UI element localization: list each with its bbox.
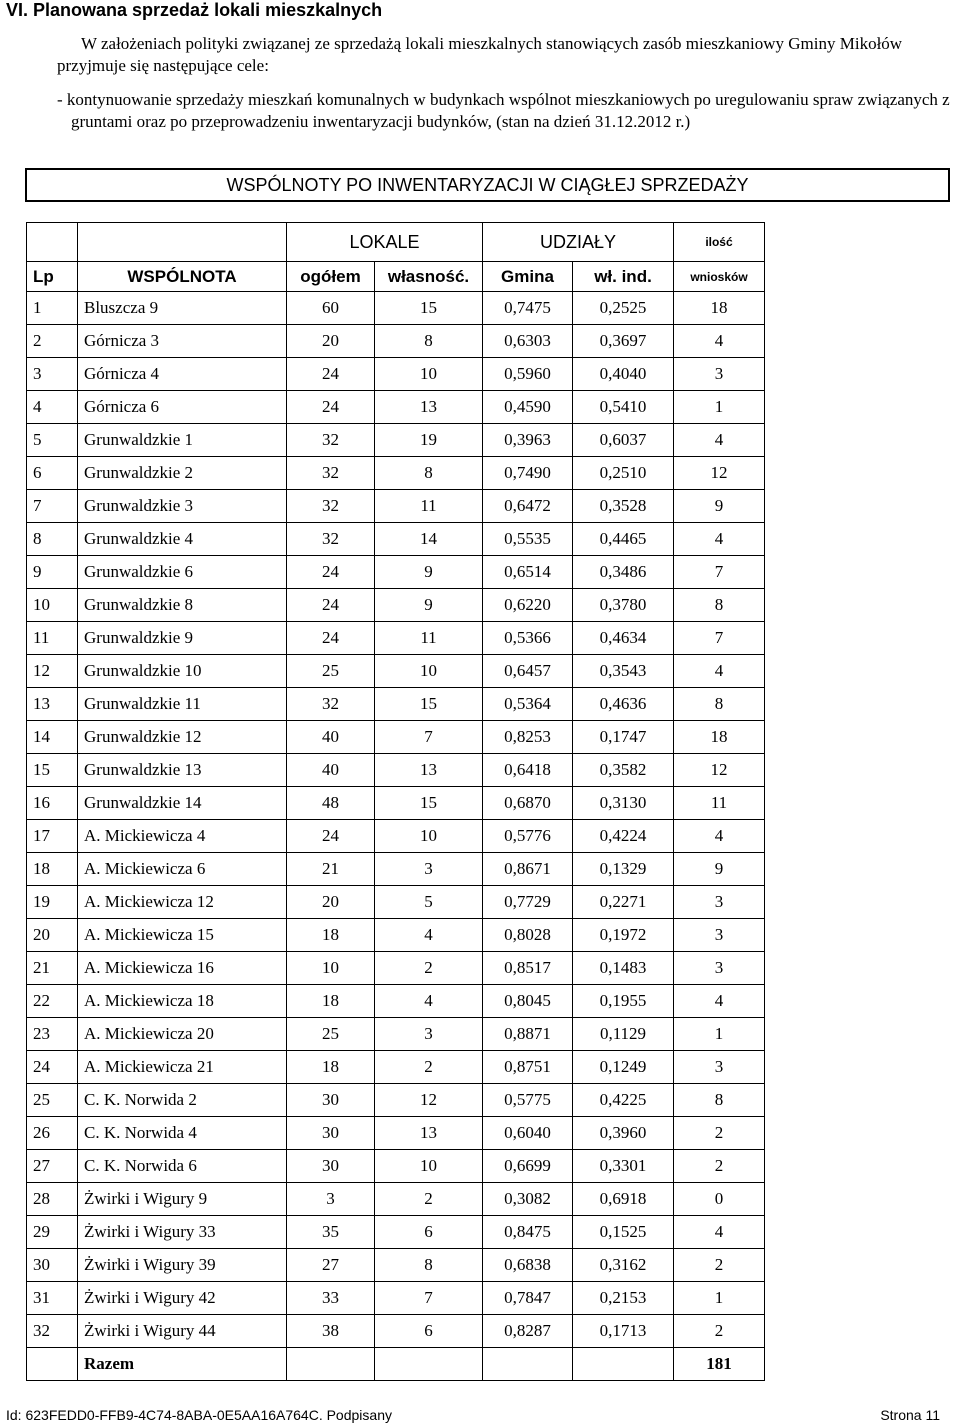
row-wnioskow: 1 bbox=[674, 1282, 765, 1315]
row-name: A. Mickiewicza 16 bbox=[78, 952, 287, 985]
row-ogolem: 30 bbox=[287, 1117, 375, 1150]
row-name: A. Mickiewicza 12 bbox=[78, 886, 287, 919]
row-wl-ind: 0,1249 bbox=[573, 1051, 674, 1084]
row-lp: 12 bbox=[27, 655, 78, 688]
row-wl-ind: 0,3582 bbox=[573, 754, 674, 787]
row-wnioskow: 2 bbox=[674, 1150, 765, 1183]
row-ogolem: 35 bbox=[287, 1216, 375, 1249]
row-wlasnosc: 2 bbox=[375, 1051, 483, 1084]
row-wnioskow: 8 bbox=[674, 688, 765, 721]
row-wnioskow: 4 bbox=[674, 985, 765, 1018]
table-row bbox=[27, 1249, 765, 1282]
row-lp: 18 bbox=[27, 853, 78, 886]
table-row bbox=[27, 292, 765, 325]
row-wl-ind: 0,3301 bbox=[573, 1150, 674, 1183]
row-wnioskow: 8 bbox=[674, 589, 765, 622]
row-wnioskow: 3 bbox=[674, 358, 765, 391]
row-lp: 10 bbox=[27, 589, 78, 622]
row-name: C. K. Norwida 2 bbox=[78, 1084, 287, 1117]
table-row bbox=[27, 457, 765, 490]
row-wl-ind: 0,6918 bbox=[573, 1183, 674, 1216]
header-wlasnosc: własność. bbox=[375, 262, 483, 292]
row-lp: 13 bbox=[27, 688, 78, 721]
row-wnioskow: 9 bbox=[674, 490, 765, 523]
row-name: A. Mickiewicza 21 bbox=[78, 1051, 287, 1084]
row-lp: 4 bbox=[27, 391, 78, 424]
row-ogolem: 40 bbox=[287, 754, 375, 787]
row-wnioskow: 2 bbox=[674, 1315, 765, 1348]
table-row bbox=[27, 622, 765, 655]
row-name: C. K. Norwida 6 bbox=[78, 1150, 287, 1183]
row-wl-ind: 0,2153 bbox=[573, 1282, 674, 1315]
row-name: A. Mickiewicza 6 bbox=[78, 853, 287, 886]
row-ogolem: 32 bbox=[287, 424, 375, 457]
row-lp: 23 bbox=[27, 1018, 78, 1051]
row-wlasnosc: 15 bbox=[375, 292, 483, 325]
row-wl-ind: 0,3543 bbox=[573, 655, 674, 688]
row-wnioskow: 7 bbox=[674, 622, 765, 655]
row-name: Bluszcza 9 bbox=[78, 292, 287, 325]
row-wnioskow: 4 bbox=[674, 325, 765, 358]
row-gmina: 0,7490 bbox=[483, 457, 573, 490]
row-name: Górnicza 4 bbox=[78, 358, 287, 391]
row-lp: 11 bbox=[27, 622, 78, 655]
row-wlasnosc: 2 bbox=[375, 1183, 483, 1216]
intro-bullet: - kontynuowanie sprzedaży mieszkań komunalnych w budynkach wspólnot mieszkaniowych po uregulowaniu spraw związanych z gruntami oraz po przeprowadzeniu inwentaryzacji budynków, (stan na dzień 31.12.2012 r.) bbox=[57, 90, 950, 131]
row-gmina: 0,5366 bbox=[483, 622, 573, 655]
section-heading: VI. Planowana sprzedaż lokali mieszkalnych bbox=[6, 0, 383, 20]
row-ogolem: 20 bbox=[287, 325, 375, 358]
row-ogolem: 32 bbox=[287, 688, 375, 721]
row-wlasnosc: 10 bbox=[375, 655, 483, 688]
header-wl-ind: wł. ind. bbox=[573, 262, 674, 292]
row-wlasnosc: 6 bbox=[375, 1216, 483, 1249]
row-lp: 14 bbox=[27, 721, 78, 754]
row-name: A. Mickiewicza 4 bbox=[78, 820, 287, 853]
row-ogolem: 21 bbox=[287, 853, 375, 886]
row-wl-ind: 0,1955 bbox=[573, 985, 674, 1018]
row-name: A. Mickiewicza 18 bbox=[78, 985, 287, 1018]
row-wlasnosc: 3 bbox=[375, 1018, 483, 1051]
row-ogolem: 24 bbox=[287, 622, 375, 655]
row-ogolem: 10 bbox=[287, 952, 375, 985]
row-wnioskow: 4 bbox=[674, 1216, 765, 1249]
header-wnioskow: wniosków bbox=[674, 262, 765, 292]
row-lp: 9 bbox=[27, 556, 78, 589]
row-ogolem: 33 bbox=[287, 1282, 375, 1315]
row-lp: 29 bbox=[27, 1216, 78, 1249]
row-wlasnosc: 11 bbox=[375, 490, 483, 523]
row-wlasnosc: 2 bbox=[375, 952, 483, 985]
row-lp: 20 bbox=[27, 919, 78, 952]
table-row bbox=[27, 1282, 765, 1315]
table-row bbox=[27, 325, 765, 358]
table-row bbox=[27, 1150, 765, 1183]
row-wnioskow: 11 bbox=[674, 787, 765, 820]
row-name: Grunwaldzkie 11 bbox=[78, 688, 287, 721]
table-row bbox=[27, 787, 765, 820]
row-gmina: 0,6514 bbox=[483, 556, 573, 589]
row-lp: 3 bbox=[27, 358, 78, 391]
row-wl-ind: 0,3780 bbox=[573, 589, 674, 622]
row-wlasnosc: 13 bbox=[375, 391, 483, 424]
row-wl-ind: 0,1329 bbox=[573, 853, 674, 886]
row-lp: 6 bbox=[27, 457, 78, 490]
total-label: Razem bbox=[78, 1348, 287, 1381]
row-gmina: 0,6457 bbox=[483, 655, 573, 688]
row-gmina: 0,8045 bbox=[483, 985, 573, 1018]
table-row bbox=[27, 754, 765, 787]
row-gmina: 0,8871 bbox=[483, 1018, 573, 1051]
table-group-header-row bbox=[27, 223, 765, 262]
row-wl-ind: 0,2271 bbox=[573, 886, 674, 919]
row-ogolem: 27 bbox=[287, 1249, 375, 1282]
row-name: Grunwaldzkie 12 bbox=[78, 721, 287, 754]
header-lp: Lp bbox=[27, 262, 78, 292]
row-wnioskow: 4 bbox=[674, 655, 765, 688]
table-row bbox=[27, 523, 765, 556]
row-wnioskow: 4 bbox=[674, 820, 765, 853]
row-wl-ind: 0,4636 bbox=[573, 688, 674, 721]
row-name: Górnicza 6 bbox=[78, 391, 287, 424]
row-wlasnosc: 8 bbox=[375, 1249, 483, 1282]
header-ogolem: ogółem bbox=[287, 262, 375, 292]
row-name: Grunwaldzkie 4 bbox=[78, 523, 287, 556]
table-total-row bbox=[27, 1348, 765, 1381]
row-wlasnosc: 11 bbox=[375, 622, 483, 655]
row-gmina: 0,5535 bbox=[483, 523, 573, 556]
row-gmina: 0,6838 bbox=[483, 1249, 573, 1282]
row-name: Grunwaldzkie 14 bbox=[78, 787, 287, 820]
row-gmina: 0,5960 bbox=[483, 358, 573, 391]
row-wnioskow: 12 bbox=[674, 457, 765, 490]
table-row bbox=[27, 358, 765, 391]
table-row bbox=[27, 952, 765, 985]
row-wlasnosc: 13 bbox=[375, 754, 483, 787]
row-wlasnosc: 14 bbox=[375, 523, 483, 556]
row-wnioskow: 0 bbox=[674, 1183, 765, 1216]
row-ogolem: 24 bbox=[287, 358, 375, 391]
document-id: Id: 623FEDD0-FFB9-4C74-8ABA-0E5AA16A764C. Podpisany bbox=[6, 1407, 392, 1423]
row-gmina: 0,8287 bbox=[483, 1315, 573, 1348]
row-lp: 28 bbox=[27, 1183, 78, 1216]
row-gmina: 0,5364 bbox=[483, 688, 573, 721]
row-ogolem: 30 bbox=[287, 1084, 375, 1117]
row-name: Grunwaldzkie 3 bbox=[78, 490, 287, 523]
row-gmina: 0,8253 bbox=[483, 721, 573, 754]
row-lp: 15 bbox=[27, 754, 78, 787]
row-wlasnosc: 15 bbox=[375, 688, 483, 721]
row-name: Żwirki i Wigury 42 bbox=[78, 1282, 287, 1315]
row-lp: 31 bbox=[27, 1282, 78, 1315]
row-name: Żwirki i Wigury 33 bbox=[78, 1216, 287, 1249]
row-ogolem: 24 bbox=[287, 820, 375, 853]
row-wl-ind: 0,3697 bbox=[573, 325, 674, 358]
row-ogolem: 20 bbox=[287, 886, 375, 919]
row-wlasnosc: 8 bbox=[375, 325, 483, 358]
row-gmina: 0,8028 bbox=[483, 919, 573, 952]
row-wnioskow: 3 bbox=[674, 1051, 765, 1084]
row-wl-ind: 0,1747 bbox=[573, 721, 674, 754]
row-wnioskow: 2 bbox=[674, 1249, 765, 1282]
row-lp: 16 bbox=[27, 787, 78, 820]
row-gmina: 0,6220 bbox=[483, 589, 573, 622]
row-lp: 7 bbox=[27, 490, 78, 523]
row-lp: 19 bbox=[27, 886, 78, 919]
row-ogolem: 18 bbox=[287, 1051, 375, 1084]
table-row bbox=[27, 886, 765, 919]
header-gmina: Gmina bbox=[483, 262, 573, 292]
row-gmina: 0,7847 bbox=[483, 1282, 573, 1315]
row-lp: 32 bbox=[27, 1315, 78, 1348]
row-lp: 17 bbox=[27, 820, 78, 853]
table-row bbox=[27, 721, 765, 754]
table-row bbox=[27, 820, 765, 853]
table-row bbox=[27, 655, 765, 688]
row-name: Górnicza 3 bbox=[78, 325, 287, 358]
row-wlasnosc: 10 bbox=[375, 358, 483, 391]
row-wnioskow: 2 bbox=[674, 1117, 765, 1150]
row-wl-ind: 0,1129 bbox=[573, 1018, 674, 1051]
row-gmina: 0,8751 bbox=[483, 1051, 573, 1084]
row-ogolem: 25 bbox=[287, 1018, 375, 1051]
row-gmina: 0,8671 bbox=[483, 853, 573, 886]
row-ogolem: 60 bbox=[287, 292, 375, 325]
row-wlasnosc: 4 bbox=[375, 919, 483, 952]
header-wspolnota: WSPÓLNOTA bbox=[78, 262, 287, 292]
table-row bbox=[27, 556, 765, 589]
row-wl-ind: 0,3162 bbox=[573, 1249, 674, 1282]
row-wl-ind: 0,4225 bbox=[573, 1084, 674, 1117]
row-ogolem: 38 bbox=[287, 1315, 375, 1348]
row-name: Żwirki i Wigury 9 bbox=[78, 1183, 287, 1216]
row-wnioskow: 9 bbox=[674, 853, 765, 886]
row-name: Grunwaldzkie 13 bbox=[78, 754, 287, 787]
table-banner bbox=[25, 168, 950, 202]
row-wl-ind: 0,1483 bbox=[573, 952, 674, 985]
row-wl-ind: 0,3528 bbox=[573, 490, 674, 523]
table-row bbox=[27, 853, 765, 886]
row-wnioskow: 18 bbox=[674, 292, 765, 325]
row-lp: 2 bbox=[27, 325, 78, 358]
row-wnioskow: 7 bbox=[674, 556, 765, 589]
row-ogolem: 30 bbox=[287, 1150, 375, 1183]
row-wnioskow: 1 bbox=[674, 1018, 765, 1051]
table-row bbox=[27, 1216, 765, 1249]
row-ogolem: 24 bbox=[287, 391, 375, 424]
row-gmina: 0,6870 bbox=[483, 787, 573, 820]
row-name: Grunwaldzkie 9 bbox=[78, 622, 287, 655]
row-name: A. Mickiewicza 15 bbox=[78, 919, 287, 952]
row-wlasnosc: 5 bbox=[375, 886, 483, 919]
row-wlasnosc: 15 bbox=[375, 787, 483, 820]
row-gmina: 0,6699 bbox=[483, 1150, 573, 1183]
row-wl-ind: 0,2525 bbox=[573, 292, 674, 325]
intro-paragraph: W założeniach polityki związanej ze sprzedażą lokali mieszkalnych stanowiących zasób mieszkaniowy Gminy Mikołów przyjmuje się następujące cele: bbox=[57, 34, 903, 75]
table-row bbox=[27, 1117, 765, 1150]
table-row bbox=[27, 391, 765, 424]
table-row bbox=[27, 985, 765, 1018]
row-name: Grunwaldzkie 8 bbox=[78, 589, 287, 622]
row-ogolem: 32 bbox=[287, 457, 375, 490]
table-row bbox=[27, 1084, 765, 1117]
table-row bbox=[27, 688, 765, 721]
row-wl-ind: 0,2510 bbox=[573, 457, 674, 490]
header-lokale: LOKALE bbox=[287, 223, 483, 262]
table-row bbox=[27, 490, 765, 523]
row-name: Grunwaldzkie 6 bbox=[78, 556, 287, 589]
row-ogolem: 3 bbox=[287, 1183, 375, 1216]
row-ogolem: 32 bbox=[287, 490, 375, 523]
row-lp: 22 bbox=[27, 985, 78, 1018]
table-row bbox=[27, 1051, 765, 1084]
header-ilosc: ilość bbox=[674, 223, 765, 262]
table-row bbox=[27, 1183, 765, 1216]
row-gmina: 0,6040 bbox=[483, 1117, 573, 1150]
row-wl-ind: 0,6037 bbox=[573, 424, 674, 457]
table-row bbox=[27, 589, 765, 622]
row-wlasnosc: 12 bbox=[375, 1084, 483, 1117]
row-wl-ind: 0,4224 bbox=[573, 820, 674, 853]
row-wlasnosc: 7 bbox=[375, 721, 483, 754]
row-wlasnosc: 7 bbox=[375, 1282, 483, 1315]
row-name: C. K. Norwida 4 bbox=[78, 1117, 287, 1150]
row-gmina: 0,6472 bbox=[483, 490, 573, 523]
row-lp: 5 bbox=[27, 424, 78, 457]
row-wlasnosc: 8 bbox=[375, 457, 483, 490]
row-gmina: 0,5775 bbox=[483, 1084, 573, 1117]
row-wl-ind: 0,4040 bbox=[573, 358, 674, 391]
row-ogolem: 32 bbox=[287, 523, 375, 556]
row-lp: 25 bbox=[27, 1084, 78, 1117]
table-row bbox=[27, 424, 765, 457]
row-wnioskow: 4 bbox=[674, 424, 765, 457]
row-lp: 26 bbox=[27, 1117, 78, 1150]
row-gmina: 0,6303 bbox=[483, 325, 573, 358]
row-lp: 27 bbox=[27, 1150, 78, 1183]
row-name: A. Mickiewicza 20 bbox=[78, 1018, 287, 1051]
row-wl-ind: 0,3960 bbox=[573, 1117, 674, 1150]
row-wnioskow: 4 bbox=[674, 523, 765, 556]
communities-table bbox=[26, 222, 765, 1381]
row-gmina: 0,6418 bbox=[483, 754, 573, 787]
row-wlasnosc: 6 bbox=[375, 1315, 483, 1348]
row-lp: 1 bbox=[27, 292, 78, 325]
row-name: Grunwaldzkie 10 bbox=[78, 655, 287, 688]
row-wl-ind: 0,4465 bbox=[573, 523, 674, 556]
header-udzialy: UDZIAŁY bbox=[483, 223, 674, 262]
row-gmina: 0,8475 bbox=[483, 1216, 573, 1249]
intro-text bbox=[57, 33, 957, 133]
table-row bbox=[27, 919, 765, 952]
row-ogolem: 18 bbox=[287, 985, 375, 1018]
row-lp: 30 bbox=[27, 1249, 78, 1282]
row-wl-ind: 0,1713 bbox=[573, 1315, 674, 1348]
table-row bbox=[27, 1315, 765, 1348]
row-wlasnosc: 4 bbox=[375, 985, 483, 1018]
row-wlasnosc: 10 bbox=[375, 1150, 483, 1183]
row-ogolem: 40 bbox=[287, 721, 375, 754]
total-value: 181 bbox=[674, 1348, 765, 1381]
row-lp: 24 bbox=[27, 1051, 78, 1084]
row-wl-ind: 0,1525 bbox=[573, 1216, 674, 1249]
row-wnioskow: 3 bbox=[674, 886, 765, 919]
page-number: Strona 11 bbox=[880, 1407, 940, 1423]
row-wl-ind: 0,3130 bbox=[573, 787, 674, 820]
row-wnioskow: 12 bbox=[674, 754, 765, 787]
row-wl-ind: 0,4634 bbox=[573, 622, 674, 655]
row-wlasnosc: 13 bbox=[375, 1117, 483, 1150]
row-gmina: 0,7475 bbox=[483, 292, 573, 325]
row-lp: 8 bbox=[27, 523, 78, 556]
row-wnioskow: 3 bbox=[674, 919, 765, 952]
row-name: Żwirki i Wigury 44 bbox=[78, 1315, 287, 1348]
banner-title: WSPÓLNOTY PO INWENTARYZACJI W CIĄGŁEJ SPRZEDAŻY bbox=[226, 175, 749, 195]
row-gmina: 0,3963 bbox=[483, 424, 573, 457]
row-wlasnosc: 3 bbox=[375, 853, 483, 886]
row-name: Grunwaldzkie 1 bbox=[78, 424, 287, 457]
row-ogolem: 24 bbox=[287, 556, 375, 589]
row-wnioskow: 1 bbox=[674, 391, 765, 424]
row-lp: 21 bbox=[27, 952, 78, 985]
row-ogolem: 18 bbox=[287, 919, 375, 952]
row-wlasnosc: 10 bbox=[375, 820, 483, 853]
row-ogolem: 48 bbox=[287, 787, 375, 820]
row-name: Grunwaldzkie 2 bbox=[78, 457, 287, 490]
table-row bbox=[27, 1018, 765, 1051]
row-wlasnosc: 19 bbox=[375, 424, 483, 457]
table-column-header-row bbox=[27, 262, 765, 292]
row-wl-ind: 0,5410 bbox=[573, 391, 674, 424]
row-wl-ind: 0,3486 bbox=[573, 556, 674, 589]
row-gmina: 0,3082 bbox=[483, 1183, 573, 1216]
row-name: Żwirki i Wigury 39 bbox=[78, 1249, 287, 1282]
row-wnioskow: 8 bbox=[674, 1084, 765, 1117]
row-wlasnosc: 9 bbox=[375, 556, 483, 589]
row-gmina: 0,7729 bbox=[483, 886, 573, 919]
row-gmina: 0,8517 bbox=[483, 952, 573, 985]
row-wl-ind: 0,1972 bbox=[573, 919, 674, 952]
row-ogolem: 25 bbox=[287, 655, 375, 688]
row-wnioskow: 3 bbox=[674, 952, 765, 985]
row-wlasnosc: 9 bbox=[375, 589, 483, 622]
row-ogolem: 24 bbox=[287, 589, 375, 622]
row-gmina: 0,4590 bbox=[483, 391, 573, 424]
row-wnioskow: 18 bbox=[674, 721, 765, 754]
row-gmina: 0,5776 bbox=[483, 820, 573, 853]
